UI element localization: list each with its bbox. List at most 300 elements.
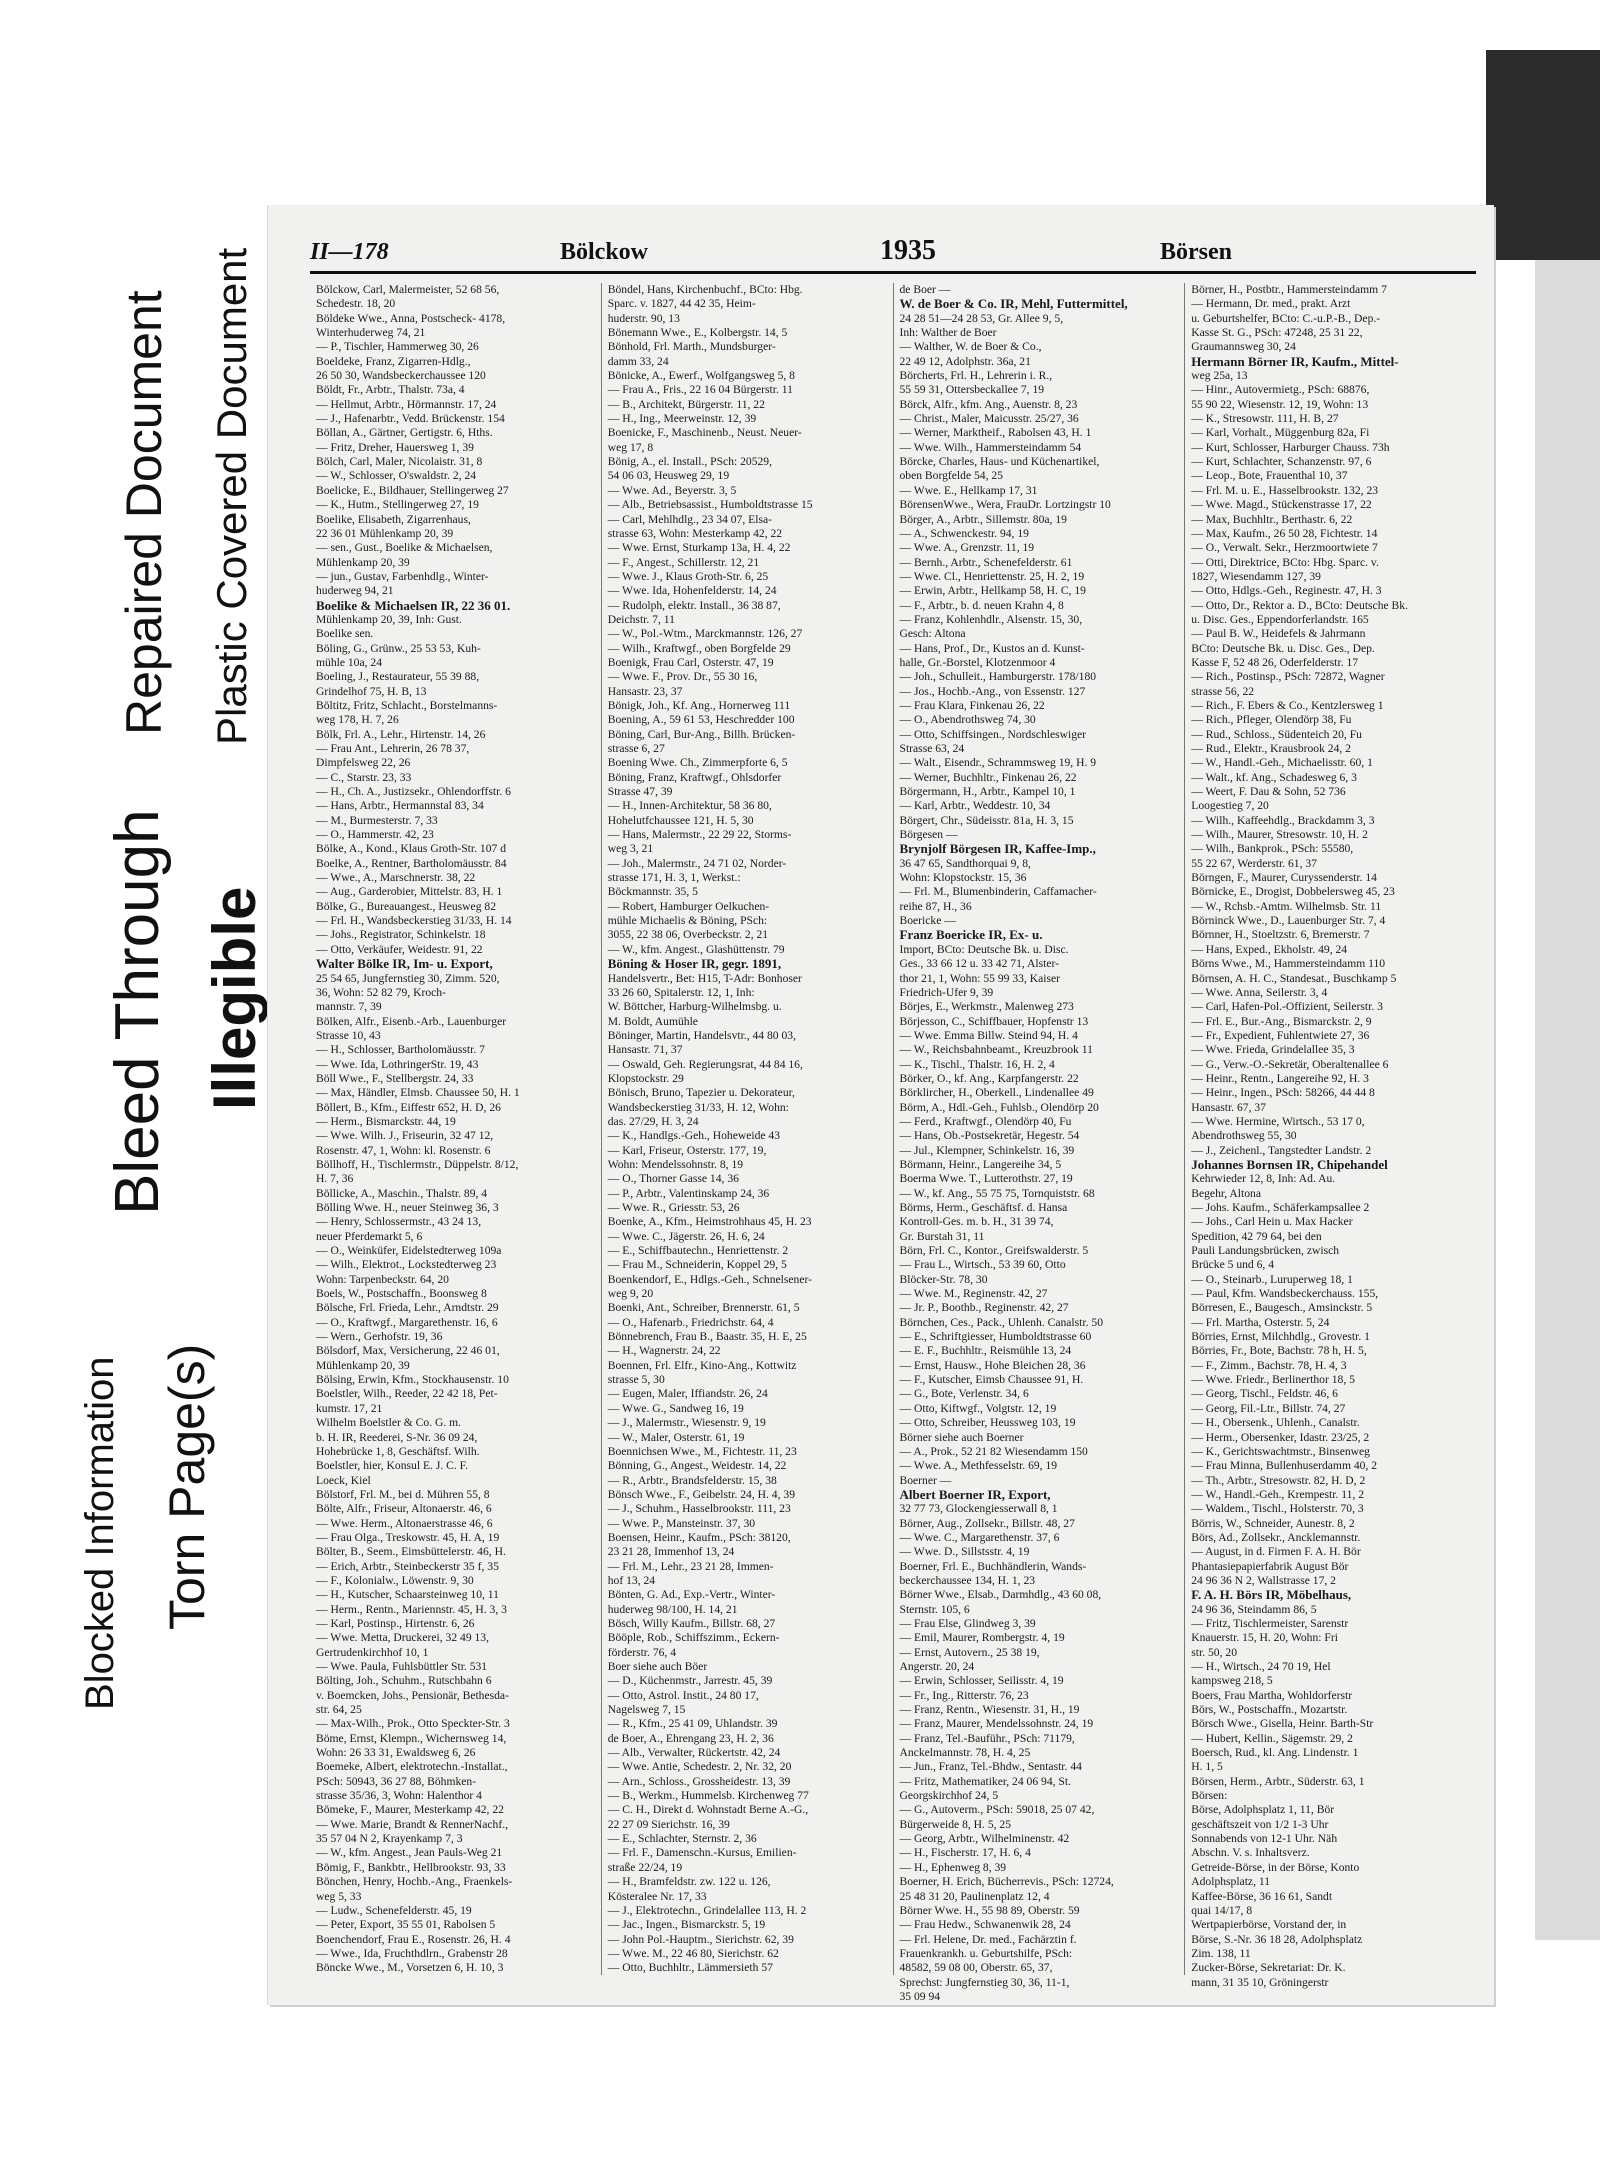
directory-entry: Börner siehe auch Boerner (899, 1430, 1024, 1444)
directory-entry: — E., Schiffbautechn., Henriettenstr. 2 (607, 1244, 789, 1258)
directory-entry: — Wwe. M., Reginenstr. 42, 27 (899, 1287, 1048, 1301)
directory-entry: 55 22 67, Werderstr. 61, 37 (1191, 856, 1317, 870)
directory-entry: Bönchen, Henry, Hochb.-Ang., Fraenkels- (316, 1875, 513, 1889)
directory-entry: — Oswald, Geh. Regierungsrat, 44 84 16, (607, 1057, 803, 1071)
directory-entry: — Frl. Helene, Dr. med., Fachärztin f. (899, 1932, 1077, 1946)
directory-entry: Gr. Burstah 31, 11 (899, 1229, 985, 1243)
directory-entry: — Georg, Tischl., Feldstr. 46, 6 (1191, 1387, 1338, 1401)
directory-entry: str. 50, 20 (1191, 1645, 1237, 1659)
directory-entry: — Frau A., Fris., 22 16 04 Bürgerstr. 11 (607, 383, 793, 397)
directory-entry: str. 64, 25 (316, 1703, 362, 1717)
directory-entry: — C. H., Direkt d. Wohnstadt Berne A.-G., (607, 1803, 809, 1817)
directory-entry: — Waldem., Tischl., Holsterstr. 70, 3 (1191, 1502, 1364, 1516)
label-bleed-through: Bleed Through (103, 809, 172, 1215)
directory-entry: — Wilh., Elektrot., Lockstedterweg 23 (316, 1258, 497, 1272)
directory-columns (310, 283, 1476, 2003)
directory-entry: — Bernh., Arbtr., Schenefelderstr. 61 (899, 555, 1073, 569)
directory-entry: Dimpfelsweg 22, 26 (316, 756, 411, 770)
directory-entry: Bölke, A., Kond., Klaus Groth-Str. 107 d (316, 842, 507, 856)
directory-entry: — Frl. M., Lehr., 23 21 28, Immen- (607, 1559, 774, 1573)
directory-entry: Börnsen, A. H. C., Standesat., Buschkamp 5 (1191, 971, 1397, 985)
directory-entry: — Wwe. G., Sandweg 16, 19 (607, 1401, 744, 1415)
directory-entry: — Th., Arbtr., Stresowstr. 82, H. D, 2 (1191, 1473, 1366, 1487)
directory-entry: huderstr. 90, 13 (607, 311, 680, 325)
directory-entry: — J., Elektrotechn., Grindelallee 113, H. 2 (607, 1903, 807, 1917)
directory-entry: PSch: 50943, 36 27 88, Böhmken- (316, 1774, 477, 1788)
directory-entry: Abschn. V. s. Inhaltsverz. (1191, 1846, 1310, 1860)
directory-entry: — Frl. E., Bur.-Ang., Bismarckstr. 2, 9 (1191, 1014, 1372, 1028)
directory-entry: de Boer, A., Ehrengang 23, H. 2, 36 (607, 1731, 774, 1745)
directory-entry: Börns Wwe., M., Hammersteindamm 110 (1191, 957, 1386, 971)
directory-entry: — E., Schriftgiesser, Humboldtstrasse 60 (899, 1330, 1092, 1344)
directory-entry: Böninger, Martin, Handelsvtr., 44 80 03, (607, 1028, 796, 1042)
directory-entry: — O., Weinküfer, Eidelstedterweg 109a (316, 1244, 502, 1258)
directory-entry: — Wwe. Cl., Henriettenstr. 25, H. 2, 19 (899, 569, 1085, 583)
directory-entry: Wohn: 26 33 31, Ewaldsweg 6, 26 (316, 1746, 476, 1760)
directory-entry: Böndel, Hans, Kirchenbuchf., BCto: Hbg. (607, 283, 803, 296)
directory-entry: Bölte, Alfr., Friseur, Altonaerstr. 46, 6 (316, 1502, 492, 1516)
directory-entry: — Wwe. Frieda, Grindelallee 35, 3 (1191, 1043, 1355, 1057)
directory-entry: Boers, Frau Martha, Wohldorferstr (1191, 1688, 1353, 1702)
directory-entry: quai 14/17, 8 (1191, 1903, 1253, 1917)
directory-entry: Börnchen, Ces., Pack., Uhlenh. Canalstr. 50 (899, 1315, 1104, 1329)
directory-entry: Angerstr. 20, 24 (899, 1660, 975, 1673)
directory-entry: 55 90 22, Wiesenstr. 12, 19, Wohn: 13 (1191, 397, 1369, 411)
directory-entry: — Carl, Mehlhdlg., 23 34 07, Elsa- (607, 512, 772, 526)
directory-entry: — Alb., Verwalter, Rückertstr. 42, 24 (607, 1746, 781, 1760)
directory-entry: — Wwe. Paula, Fuhlsbüttler Str. 531 (316, 1660, 488, 1673)
directory-entry: — sen., Gust., Boelike & Michaelsen, (316, 541, 493, 555)
directory-entry: Boenigk, Frau Carl, Osterstr. 47, 19 (607, 655, 774, 669)
directory-entry: 54 06 03, Heusweg 29, 19 (607, 469, 730, 483)
directory-entry: — Wwe. Wilh. J., Friseurin, 32 47 12, (316, 1129, 494, 1143)
directory-entry: — Karl, Friseur, Osterstr. 177, 19, (607, 1143, 767, 1157)
directory-entry: strasse 63, Wohn: Mesterkamp 42, 22 (607, 526, 783, 540)
directory-entry: — F., Kolonialw., Löwenstr. 9, 30 (316, 1573, 474, 1587)
directory-entry: Boels, W., Postschaffn., Boonsweg 8 (316, 1287, 487, 1301)
directory-entry: — Frau L., Wirtsch., 53 39 60, Otto (899, 1258, 1066, 1272)
directory-entry: Börner, Aug., Zollsekr., Billstr. 48, 27 (899, 1516, 1075, 1530)
directory-entry: — Wwe. Ernst, Sturkamp 13a, H. 4, 22 (607, 541, 791, 555)
directory-entry: — Hinr., Autovermietg., PSch: 68876, (1191, 383, 1370, 397)
directory-entry: Boeling, J., Restaurateur, 55 39 88, (316, 670, 480, 684)
directory-entry: — Wilh., Bankprok., PSch: 55580, (1191, 842, 1354, 856)
directory-entry: Gertrudenkirchhof 10, 1 (316, 1645, 429, 1659)
directory-entry: 25 48 31 20, Paulinenplatz 12, 4 (899, 1889, 1050, 1903)
directory-entry: — Heinr., Rentn., Langereihe 92, H. 3 (1191, 1071, 1369, 1085)
directory-entry: — W., kfm. Angest., Jean Pauls-Weg 21 (316, 1846, 503, 1860)
directory-entry: Boericke — (899, 914, 956, 928)
directory-entry: — Wwe. F., Prov. Dr., 55 30 16, (607, 670, 758, 684)
directory-entry: — J., Zeichenl., Tangstedter Landstr. 2 (1191, 1143, 1372, 1157)
directory-entry: — Paul B. W., Heidefels & Jahrmann (1191, 627, 1366, 641)
directory-entry: Bölk, Frl. A., Lehr., Hirtenstr. 14, 26 (316, 727, 486, 741)
directory-entry: — Wwe. Anna, Seilerstr. 3, 4 (1191, 985, 1328, 999)
directory-entry: — H., Schlosser, Bartholomäusstr. 7 (316, 1043, 485, 1057)
directory-entry: Boennen, Frl. Elfr., Kino-Ang., Kottwitz (607, 1358, 797, 1372)
directory-entry: Börninck Wwe., D., Lauenburger Str. 7, 4 (1191, 914, 1386, 928)
directory-entry: Strasse 10, 43 (316, 1028, 381, 1042)
directory-entry: Mühlenkamp 20, 39 (316, 1358, 410, 1372)
directory-entry: Brücke 5 und 6, 4 (1191, 1258, 1275, 1272)
directory-entry: huderweg 98/100, H. 14, 21 (607, 1602, 738, 1616)
directory-entry: Inh: Walther de Boer (899, 326, 997, 340)
directory-page (268, 205, 1494, 2005)
directory-entry: Börsch Wwe., Gisella, Heinr. Barth-Str (1191, 1717, 1374, 1731)
directory-entry: Albert Boerner IR, Export, (899, 1486, 1051, 1502)
directory-entry: Strasse 47, 39 (607, 785, 673, 799)
directory-entry: Böltitz, Fritz, Schlacht., Borstelmanns- (316, 698, 498, 712)
directory-entry: — Wwe. Ad., Beyerstr. 3, 5 (607, 483, 737, 497)
directory-entry: Boelke, A., Rentner, Bartholomäusstr. 84 (316, 856, 507, 870)
directory-entry: — Fritz, Tischlermeister, Sarenstr (1191, 1616, 1349, 1630)
directory-entry: Bönicke, A., Ewerf., Wolfgangsweg 5, 8 (607, 369, 795, 383)
directory-entry: huderweg 94, 21 (316, 584, 394, 598)
directory-entry: 35 09 94 (899, 1989, 941, 2003)
directory-entry: — W., kf. Ang., 55 75 75, Tornquiststr. 68 (899, 1186, 1095, 1200)
directory-entry: 32 77 73, Glockengiesserwall 8, 1 (899, 1502, 1058, 1516)
directory-entry: — C., Starstr. 23, 33 (316, 770, 412, 784)
directory-entry: Bölsche, Frl. Frieda, Lehr., Arndtstr. 29 (316, 1301, 499, 1315)
directory-entry: — J., Malermstr., Wiesenstr. 9, 19 (607, 1416, 766, 1430)
directory-entry: reihe 87, H., 36 (899, 899, 972, 913)
directory-entry: Boelike & Michaelsen IR, 22 36 01. (316, 597, 511, 613)
directory-entry: strasse 6, 27 (607, 742, 665, 755)
directory-entry: Hansastr. 71, 37 (607, 1043, 683, 1057)
year-heading: 1935 (880, 235, 936, 266)
directory-entry: Börresen, E., Baugesch., Amsinckstr. 5 (1191, 1301, 1373, 1315)
directory-entry: H. 1, 5 (1191, 1760, 1223, 1774)
directory-entry: Böning, Carl, Bur-Ang., Billh. Brücken- (607, 727, 796, 741)
directory-entry: Böllert, B., Kfm., Eiffestr 652, H. D, 26 (316, 1100, 501, 1114)
directory-entry: mühle Michaelis & Böning, PSch: (607, 914, 768, 928)
directory-entry: — Rud., Elektr., Krausbrook 24, 2 (1191, 742, 1351, 755)
directory-entry: — Otti, Direktrice, BCto: Hbg. Sparc. v. (1191, 555, 1379, 569)
directory-entry: Bölsdorf, Max, Versicherung, 22 46 01, (316, 1344, 500, 1358)
directory-entry: — H., Ch. A., Justizsekr., Ohlendorffstr. 6 (316, 785, 511, 799)
first-entry-heading: Bölckow (560, 239, 649, 265)
directory-entry: geschäftszeit von 1/2 1-3 Uhr (1191, 1817, 1329, 1831)
directory-entry: — Frau Olga., Treskowstr. 45, H. A, 19 (316, 1530, 500, 1544)
directory-entry: BörensenWwe., Wera, FrauDr. Lortzingstr 10 (899, 498, 1111, 512)
directory-entry: 36 47 65, Sandthorquai 9, 8, (899, 856, 1031, 870)
directory-entry: — F., Angest., Schillerstr. 12, 21 (607, 555, 760, 569)
directory-entry: Bönhold, Frl. Marth., Mundsburger- (607, 340, 776, 354)
directory-entry: förderstr. 76, 4 (607, 1645, 677, 1659)
directory-entry: weg 9, 20 (607, 1287, 654, 1301)
directory-entry: strasse 5, 30 (607, 1373, 665, 1387)
directory-entry: — Karl, Vorhalt., Müggenburg 82a, Fi (1191, 426, 1370, 440)
directory-entry: Boerner, Frl. E., Buchhändlerin, Wands- (899, 1559, 1087, 1573)
directory-entry: — J., Schuhm., Hasselbrookstr. 111, 23 (607, 1502, 791, 1516)
directory-entry: Börsen, Herm., Arbtr., Süderstr. 63, 1 (1191, 1774, 1365, 1788)
directory-entry: Boerma Wwe. T., Lutterothstr. 27, 19 (899, 1172, 1073, 1186)
directory-entry: M. Boldt, Aumühle (607, 1014, 698, 1028)
directory-entry: Boenkendorf, E., Hdlgs.-Geh., Schnelsener- (607, 1272, 812, 1286)
directory-entry: — Otto, Schreiber, Heussweg 103, 19 (899, 1416, 1076, 1430)
directory-entry: Bööple, Rob., Schiffszimm., Eckern- (607, 1631, 780, 1645)
directory-entry: — E., Schlachter, Sternstr. 2, 36 (607, 1832, 757, 1846)
directory-entry: Boelstler, Wilh., Reeder, 22 42 18, Pet- (316, 1387, 498, 1401)
directory-entry: — Frau Ant., Lehrerin, 26 78 37, (316, 742, 470, 755)
directory-entry: Abendrothsweg 55, 30 (1191, 1129, 1297, 1143)
directory-entry: — Wwe. Hermine, Wirtsch., 53 17 0, (1191, 1114, 1365, 1128)
directory-entry: Mühlenkamp 20, 39, Inh: Gust. (316, 612, 462, 626)
directory-entry: Boenke, A., Kfm., Heimstrohhaus 45, H. 23 (607, 1215, 812, 1229)
directory-entry: — W., Maler, Osterstr. 61, 19 (607, 1430, 745, 1444)
directory-entry: Wilhelm Boelstler & Co. G. m. (316, 1416, 462, 1430)
directory-entry: Ges., 33 66 12 u. 33 42 71, Alster- (899, 957, 1059, 971)
directory-entry: Kösteralee Nr. 17, 33 (607, 1889, 707, 1903)
directory-entry: — Rich., Postinsp., PSch: 72872, Wagner (1191, 670, 1385, 684)
directory-entry: — K., Handlgs.-Geh., Hoheweide 43 (607, 1129, 781, 1143)
directory-entry: — O., Hafenarb., Friedrichstr. 64, 4 (607, 1315, 774, 1329)
directory-entry: Börgermann, H., Arbtr., Kampel 10, 1 (899, 785, 1076, 799)
directory-entry: — Joh., Malermstr., 24 71 02, Norder- (607, 856, 787, 870)
directory-entry: — A., Schwenckestr. 94, 19 (899, 526, 1029, 540)
directory-entry: — K., Stresowstr. 111, H. B, 27 (1191, 412, 1339, 426)
label-illegible: Illegible (201, 886, 268, 1110)
directory-entry: thor 21, 1, Wohn: 55 99 33, Kaiser (899, 971, 1061, 985)
directory-entry: Mühlenkamp 20, 39 (316, 555, 410, 569)
directory-entry: Friedrich-Ufer 9, 39 (899, 985, 994, 999)
directory-entry: — Wwe. Herm., Altonaerstrasse 46, 6 (316, 1516, 493, 1530)
directory-entry: — Hans, Exped., Ekholstr. 49, 24 (1191, 942, 1348, 956)
directory-entry: — Wwe. J., Klaus Groth-Str. 6, 25 (607, 569, 769, 583)
directory-entry: Boerner — (899, 1473, 952, 1487)
directory-entry: — H., Fischerstr. 17, H. 6, 4 (899, 1846, 1031, 1860)
directory-entry: Böldeke Wwe., Anna, Postscheck- 4178, (316, 311, 506, 325)
directory-entry: Phantasiepapierfabrik August Bör (1191, 1559, 1349, 1573)
directory-entry: — Otto, Hdlgs.-Geh., Reginestr. 47, H. 3 (1191, 584, 1382, 598)
directory-entry: 22 49 12, Adolphstr. 36a, 21 (899, 354, 1031, 368)
directory-entry: Boeldeke, Franz, Zigarren-Hdlg., (316, 354, 471, 368)
directory-entry: — Heinr., Ingen., PSch: 58266, 44 44 8 (1191, 1086, 1375, 1100)
directory-entry: W. Böttcher, Harburg-Wilhelmsbg. u. (607, 1000, 782, 1014)
directory-entry: Hermann Börner IR, Kaufm., Mittel- (1191, 353, 1399, 369)
directory-entry: Börries, Ernst, Milchhdlg., Grovestr. 1 (1191, 1330, 1370, 1344)
directory-entry: Börjesson, C., Schiffbauer, Hopfenstr 13 (899, 1014, 1089, 1028)
directory-entry: Hansastr. 23, 37 (607, 684, 683, 698)
directory-entry: Sonnabends von 12-1 Uhr. Näh (1191, 1832, 1338, 1846)
directory-entry: Börngen, F., Maurer, Curyssenderstr. 14 (1191, 871, 1377, 885)
directory-entry: — Wilh., Kraftwgf., oben Borgfelde 29 (607, 641, 791, 655)
directory-entry: Sparc. v. 1827, 44 42 35, Heim- (607, 297, 756, 311)
directory-entry: Deichstr. 7, 11 (607, 612, 675, 626)
directory-entry: — Kurt, Schlachter, Schanzenstr. 97, 6 (1191, 455, 1372, 469)
directory-entry: — Frau M., Schneiderin, Koppel 29, 5 (607, 1258, 787, 1272)
directory-entry: Wohn: Tarpenbeckstr. 64, 20 (316, 1272, 449, 1286)
directory-entry: straße 22/24, 19 (607, 1860, 683, 1874)
directory-entry: 26 50 30, Wandsbeckerchaussee 120 (316, 369, 486, 383)
directory-entry: — G., Autoverm., PSch: 59018, 25 07 42, (899, 1803, 1095, 1817)
directory-entry: Kehrwieder 12, 8, Inh: Ad. Au. (1191, 1172, 1336, 1186)
directory-entry: Bölke, G., Bureauangest., Heusweg 82 (316, 899, 496, 913)
directory-entry: — Paul, Kfm. Wandsbeckerchauss. 155, (1191, 1287, 1379, 1301)
directory-entry: — Jr. P., Boothb., Reginenstr. 42, 27 (899, 1301, 1069, 1315)
directory-entry: — Hermann, Dr. med., prakt. Arzt (1191, 297, 1351, 311)
directory-entry: Börs, Ad., Zollsekr., Ancklemannstr. (1191, 1530, 1361, 1544)
directory-entry: — Max, Kaufm., 26 50 28, Fichtestr. 14 (1191, 526, 1378, 540)
directory-entry: Bölckow, Carl, Malermeister, 52 68 56, (316, 283, 500, 296)
directory-entry: — Frl. M., Blumenbinderin, Caffamacher- (899, 885, 1097, 899)
directory-entry: — Georg, Fil.-Ltr., Billstr. 74, 27 (1191, 1401, 1346, 1415)
label-blocked-information: Blocked Information (78, 1356, 122, 1710)
directory-entry: — Franz, Tel.-Bauführ., PSch: 71179, (899, 1731, 1075, 1745)
directory-entry: Bönisch, Bruno, Tapezier u. Dekorateur, (607, 1086, 795, 1100)
directory-entry: — H., Ephenweg 8, 39 (899, 1860, 1007, 1874)
directory-entry: kumstr. 17, 21 (316, 1401, 383, 1415)
directory-entry: — H., Innen-Architektur, 58 36 80, (607, 799, 772, 813)
directory-entry: strasse 35/36, 3, Wohn: Halenthor 4 (316, 1789, 482, 1803)
directory-entry: — Fr., Ing., Ritterstr. 76, 23 (899, 1688, 1029, 1702)
directory-entry: Bölling Wwe. H., neuer Steinweg 36, 3 (316, 1201, 499, 1214)
directory-entry: Wandsbeckerstieg 31/33, H. 12, Wohn: (607, 1100, 789, 1114)
directory-entry: 25 54 65, Jungfernstieg 30, Zimm. 520, (316, 971, 500, 985)
directory-entry: Böllicke, A., Maschin., Thalstr. 89, 4 (316, 1186, 488, 1200)
directory-entry: weg 178, H. 7, 26 (316, 713, 399, 727)
directory-entry: Börgesen — (899, 828, 958, 842)
directory-entry: — Johs., Carl Hein u. Max Hacker (1191, 1215, 1353, 1229)
directory-entry: Bönnebrench, Frau B., Baastr. 35, H. E, 25 (607, 1330, 807, 1344)
directory-entry: — Wwe. Antie, Schedestr. 2, Nr. 32, 20 (607, 1760, 792, 1774)
directory-entry: — H., Wirtsch., 24 70 19, Hel (1191, 1660, 1331, 1673)
directory-entry: Börse, S.-Nr. 36 18 28, Adolphsplatz (1191, 1932, 1363, 1946)
directory-entry: — Hans, Malermstr., 22 29 22, Storms- (607, 828, 792, 842)
directory-entry: — F., Kutscher, Eimsb Chaussee 91, H. (899, 1373, 1084, 1387)
directory-entry: — Frl. M. u. E., Hasselbrookstr. 132, 23 (1191, 483, 1379, 497)
directory-entry: — Karl, Postinsp., Hirtenstr. 6, 26 (316, 1616, 475, 1630)
directory-entry: Börm, A., Hdl.-Geh., Fuhlsb., Olendörp 20 (899, 1100, 1099, 1114)
directory-entry: — Eugen, Maler, Iffiandstr. 26, 24 (607, 1387, 768, 1401)
directory-entry: Bömeke, F., Maurer, Mesterkamp 42, 22 (316, 1803, 504, 1817)
directory-entry: — Wwe. P., Mansteinstr. 37, 30 (607, 1516, 756, 1530)
directory-entry: — Georg, Arbtr., Wilhelminenstr. 42 (899, 1832, 1070, 1846)
directory-entry: 24 28 51—24 28 53, Gr. Allee 9, 5, (899, 311, 1064, 325)
directory-entry: — Aug., Garderobier, Mittelstr. 83, H. 1 (316, 885, 503, 899)
directory-entry: — W., Reichsbahnbeamt., Kreuzbrook 11 (899, 1043, 1093, 1057)
directory-entry: — Herm., Bismarckstr. 44, 19 (316, 1114, 456, 1128)
directory-entry: — W., Handl.-Geh., Krempestr. 11, 2 (1191, 1487, 1365, 1501)
directory-entry: — W., Rchsb.-Amtm. Wilhelmsb. Str. 11 (1191, 899, 1382, 913)
directory-entry: — Christ., Maler, Maicusstr. 25/27, 36 (899, 412, 1079, 426)
directory-entry: Zucker-Börse, Sekretariat: Dr. K. (1191, 1961, 1346, 1975)
directory-entry: 1827, Wiesendamm 127, 39 (1191, 569, 1321, 583)
directory-entry: Sternstr. 105, 6 (899, 1602, 970, 1616)
directory-entry: — Kurt, Schlosser, Harburger Chauss. 73h (1191, 440, 1390, 454)
directory-entry: Anckelmannstr. 78, H. 4, 25 (899, 1746, 1031, 1760)
directory-entry: Kasse F, 52 48 26, Oderfelderstr. 17 (1191, 655, 1359, 669)
directory-column-1 (310, 283, 602, 1975)
directory-entry: W. de Boer & Co. IR, Mehl, Futtermittel, (899, 296, 1128, 312)
directory-entry: damm 33, 24 (607, 354, 669, 368)
directory-entry: — W., Pol.-Wtm., Marckmannstr. 126, 27 (607, 627, 803, 641)
directory-entry: Spedition, 42 79 64, bei den (1191, 1229, 1322, 1243)
directory-entry: — Frl. Martha, Osterstr. 5, 24 (1191, 1315, 1330, 1329)
directory-entry: — P., Arbtr., Valentinskamp 24, 36 (607, 1186, 770, 1200)
directory-entry: Börner Wwe., Elsab., Darmhdlg., 43 60 08, (899, 1588, 1102, 1602)
directory-entry: Pauli Landungsbrücken, zwisch (1191, 1244, 1340, 1258)
directory-entry: — Wwe. Marie, Brandt & RennerNachf., (316, 1817, 508, 1831)
directory-entry: weg 25a, 13 (1191, 369, 1248, 383)
directory-entry: — Wwe. E., Hellkamp 17, 31 (899, 483, 1038, 497)
directory-entry: mann, 31 35 10, Gröningerstr (1191, 1975, 1329, 1989)
directory-entry: strasse 171, H. 3, 1, Werkst.: (607, 871, 741, 885)
directory-entry: 22 36 01 Mühlenkamp 20, 39 (316, 526, 454, 540)
directory-entry: — Emil, Maurer, Rombergstr. 4, 19 (899, 1631, 1065, 1645)
directory-entry: Strasse 63, 24 (899, 742, 965, 755)
directory-entry: Bömig, F., Bankbtr., Hellbrookstr. 93, 33 (316, 1860, 506, 1874)
directory-entry: Boening Wwe. Ch., Zimmerpforte 6, 5 (607, 756, 788, 770)
directory-entry: Blöcker-Str. 78, 30 (899, 1272, 988, 1286)
directory-entry: — Fr., Expedient, Fuhlentwiete 27, 36 (1191, 1028, 1370, 1042)
directory-entry: BCto: Deutsche Bk. u. Disc. Ges., Dep. (1191, 641, 1375, 655)
directory-entry: — J., Hafenarbtr., Vedd. Brückenstr. 154 (316, 412, 505, 426)
directory-entry: b. H. IR, Reederei, S-Nr. 36 09 24, (316, 1430, 478, 1444)
directory-entry: — Wwe. Emma Billw. Steind 94, H. 4 (899, 1028, 1078, 1042)
directory-entry: Boelike, Elisabeth, Zigarrenhaus, (316, 512, 471, 526)
directory-entry: mühle 10a, 24 (316, 655, 383, 669)
directory-entry: Hohebrücke 1, 8, Geschäftsf. Wilh. (316, 1444, 480, 1458)
directory-entry: — Max, Buchhltr., Berthastr. 6, 22 (1191, 512, 1353, 526)
directory-entry: Boening, A., 59 61 53, Heschredder 100 (607, 713, 795, 727)
directory-entry: — Rich., F. Ebers & Co., Kentzlersweg 1 (1191, 698, 1384, 712)
directory-entry: — Franz, Maurer, Mendelssohnstr. 24, 19 (899, 1717, 1094, 1731)
directory-entry: — Wwe. Magd., Stückenstrasse 17, 22 (1191, 498, 1372, 512)
directory-entry: — Otto, Schiffsingen., Nordschleswiger (899, 727, 1087, 741)
directory-entry: Winterhuderweg 74, 21 (316, 326, 426, 340)
directory-entry: Börcke, Charles, Haus- und Küchenartikel, (899, 455, 1100, 469)
directory-entry: Börck, Alfr., kfm. Ang., Auenstr. 8, 23 (899, 397, 1078, 411)
directory-entry: — R., Kfm., 25 41 09, Uhlandstr. 39 (607, 1717, 778, 1731)
directory-entry: — O., Verwalt. Sekr., Herzmoortwiete 7 (1191, 541, 1378, 555)
directory-entry: — Herm., Rentn., Mariennstr. 45, H. 3, 3 (316, 1602, 507, 1616)
directory-entry: — Wilh., Maurer, Stresowstr. 10, H. 2 (1191, 828, 1368, 842)
directory-entry: — O., Thorner Gasse 14, 36 (607, 1172, 739, 1186)
directory-entry: — W., Handl.-Geh., Michaelisstr. 60, 1 (1191, 756, 1373, 770)
directory-entry: — Jac., Ingen., Bismarckstr. 5, 19 (607, 1918, 766, 1932)
directory-entry: — Wwe. D., Sillstsstr. 4, 19 (899, 1545, 1030, 1559)
directory-entry: weg 17, 8 (607, 440, 654, 454)
directory-entry: — Wwe. Wilh., Hammersteindamm 54 (899, 440, 1082, 454)
directory-entry: — Wilh., Kaffeehdlg., Brackdamm 3, 3 (1191, 813, 1375, 827)
directory-entry: 24 96 36 N 2, Wallstrasse 17, 2 (1191, 1573, 1336, 1587)
directory-entry: — O., Kraftwgf., Margarethenstr. 16, 6 (316, 1315, 498, 1329)
directory-entry: — R., Arbtr., Brandsfelderstr. 15, 38 (607, 1473, 777, 1487)
directory-entry: — G., Verw.-O.-Sekretär, Oberaltenallee 6 (1191, 1057, 1389, 1071)
directory-entry: Böncke Wwe., M., Vorsetzen 6, H. 10, 3 (316, 1961, 504, 1975)
directory-entry: — H., Obersenk., Uhlenh., Canalstr. (1191, 1416, 1360, 1430)
directory-entry: — Arn., Schloss., Grossheidestr. 13, 39 (607, 1774, 791, 1788)
directory-entry: Bösch, Willy Kaufm., Billstr. 68, 27 (607, 1616, 776, 1630)
directory-entry: Börgert, Chr., Südeisstr. 81a, H. 3, 15 (899, 813, 1074, 827)
directory-entry: — Jul., Klempner, Schinkelstr. 16, 39 (899, 1143, 1075, 1157)
directory-entry: Böning, Franz, Kraftwgf., Ohlsdorfer (607, 770, 782, 784)
directory-entry: kampsweg 218, 5 (1191, 1674, 1273, 1688)
directory-entry: Böme, Ernst, Klempn., Wichernsweg 14, (316, 1731, 507, 1745)
directory-entry: Börs, W., Postschaffn., Mozartstr. (1191, 1703, 1348, 1717)
directory-entry: Boelike sen. (316, 627, 374, 641)
directory-entry: Bönsch Wwe., F., Geibelstr. 24, H. 4, 39 (607, 1487, 795, 1501)
directory-entry: — Walther, W. de Boer & Co., (899, 340, 1042, 354)
directory-entry: — Johs., Registrator, Schinkelstr. 18 (316, 928, 486, 942)
directory-entry: Bönning, G., Angest., Weidestr. 14, 22 (607, 1459, 787, 1473)
directory-entry: Börklircher, H., Oberkell., Lindenallee 49 (899, 1086, 1094, 1100)
directory-entry: — B., Architekt, Bürgerstr. 11, 22 (607, 397, 765, 411)
directory-entry: — Alb., Betriebsassist., Humboldtstrasse 15 (607, 498, 813, 512)
directory-entry: — K., Tischl., Thalstr. 16, H. 2, 4 (899, 1057, 1055, 1071)
directory-entry: — Weert, F. Dau & Sohn, 52 736 (1191, 785, 1346, 799)
